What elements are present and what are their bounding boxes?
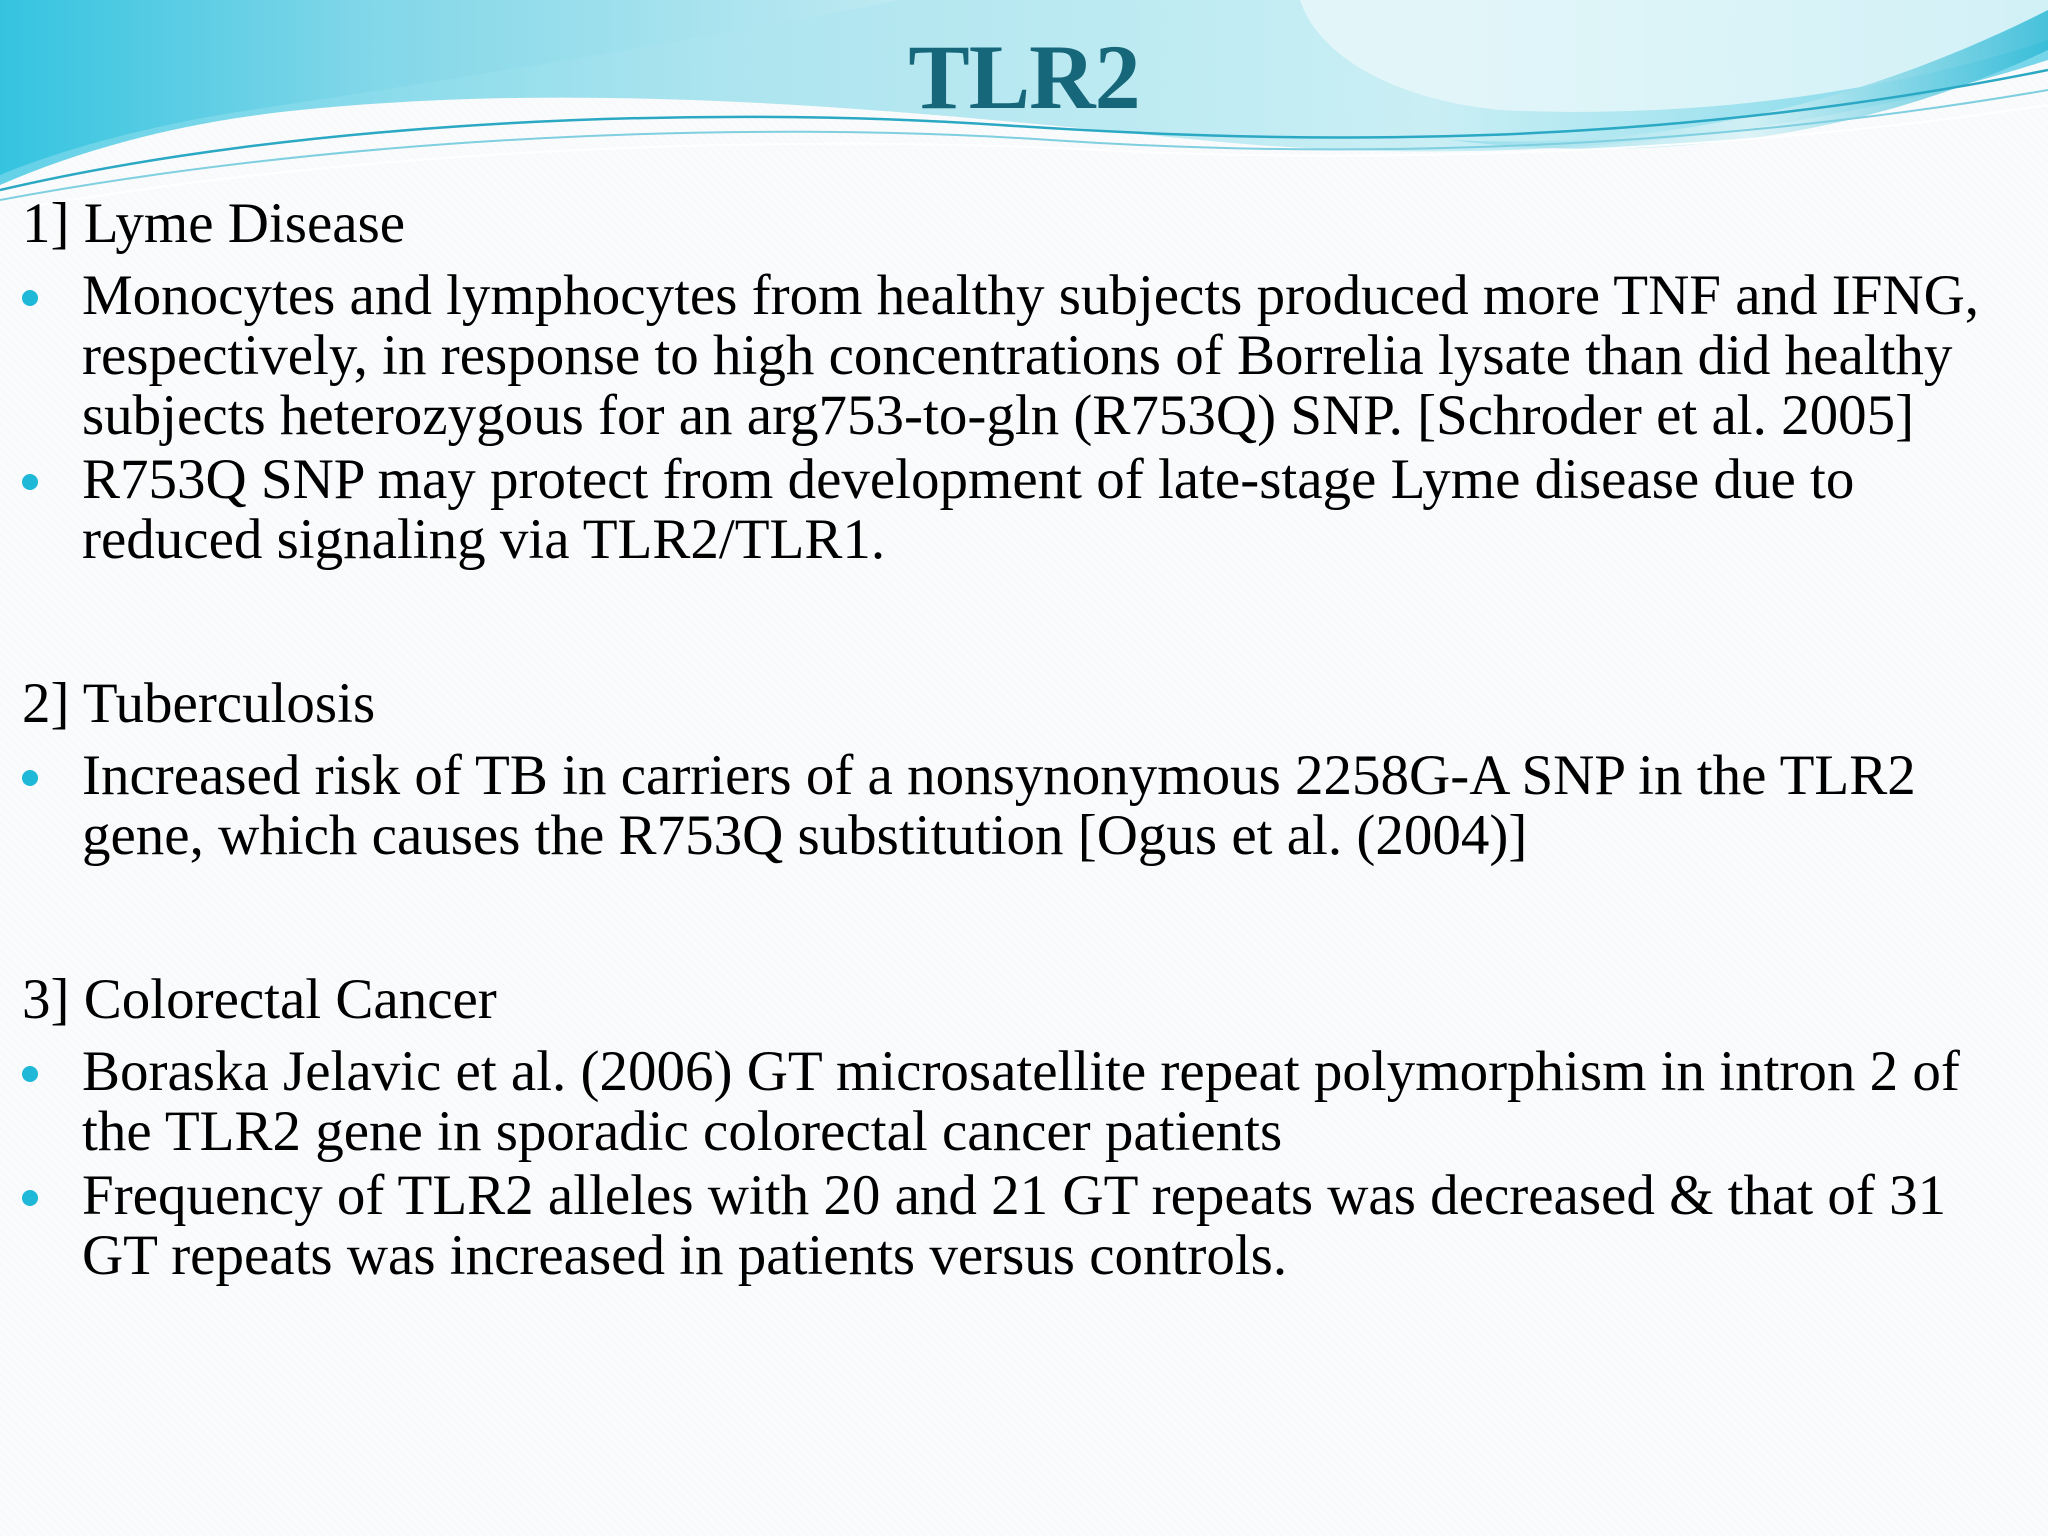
bullet-text: Boraska Jelavic et al. (2006) GT microsatellite repeat polymorphism in intron 2 of the TLR2 gene in sporadic colorectal cancer patients bbox=[82, 1040, 1960, 1163]
bullet-item bbox=[22, 746, 2012, 866]
section-heading: 2] Tuberculosis bbox=[22, 672, 376, 735]
bullet-dot-icon bbox=[22, 290, 38, 306]
bullet-dot-icon bbox=[22, 474, 38, 490]
slide-body bbox=[22, 194, 2012, 1290]
bullet-text: Increased risk of TB in carriers of a nonsynonymous 2258G-A SNP in the TLR2 gene, which causes the R753Q substitution [Ogus et al. (2004)] bbox=[82, 744, 1916, 867]
section-colorectal-cancer bbox=[22, 970, 2012, 1286]
bullet-text: Frequency of TLR2 alleles with 20 and 21 GT repeats was decreased & that of 31 GT repeats was increased in patients versus controls. bbox=[82, 1164, 1947, 1287]
bullet-item bbox=[22, 1166, 2012, 1286]
spacer bbox=[22, 574, 2012, 674]
bullet-text: R753Q SNP may protect from development of late-stage Lyme disease due to reduced signaling via TLR2/TLR1. bbox=[82, 448, 1855, 571]
bullet-item bbox=[22, 266, 2012, 446]
bullet-dot-icon bbox=[22, 770, 38, 786]
section-heading: 3] Colorectal Cancer bbox=[22, 968, 497, 1031]
section-heading: 1] Lyme Disease bbox=[22, 192, 406, 255]
bullet-text: Monocytes and lymphocytes from healthy subjects produced more TNF and IFNG, respectively, in response to high concentrations of Borrelia lysate than did healthy subjects heterozygous for an arg753-to-gln (R753Q) SNP. [Schroder et al. 2005] bbox=[82, 264, 1980, 447]
bullet-dot-icon bbox=[22, 1066, 38, 1082]
bullet-dot-icon bbox=[22, 1190, 38, 1206]
section-lyme-disease bbox=[22, 194, 2012, 570]
slide-title: TLR2 bbox=[908, 26, 1140, 128]
section-tuberculosis bbox=[22, 674, 2012, 866]
bullet-item bbox=[22, 450, 2012, 570]
bullet-item bbox=[22, 1042, 2012, 1162]
spacer bbox=[22, 870, 2012, 970]
